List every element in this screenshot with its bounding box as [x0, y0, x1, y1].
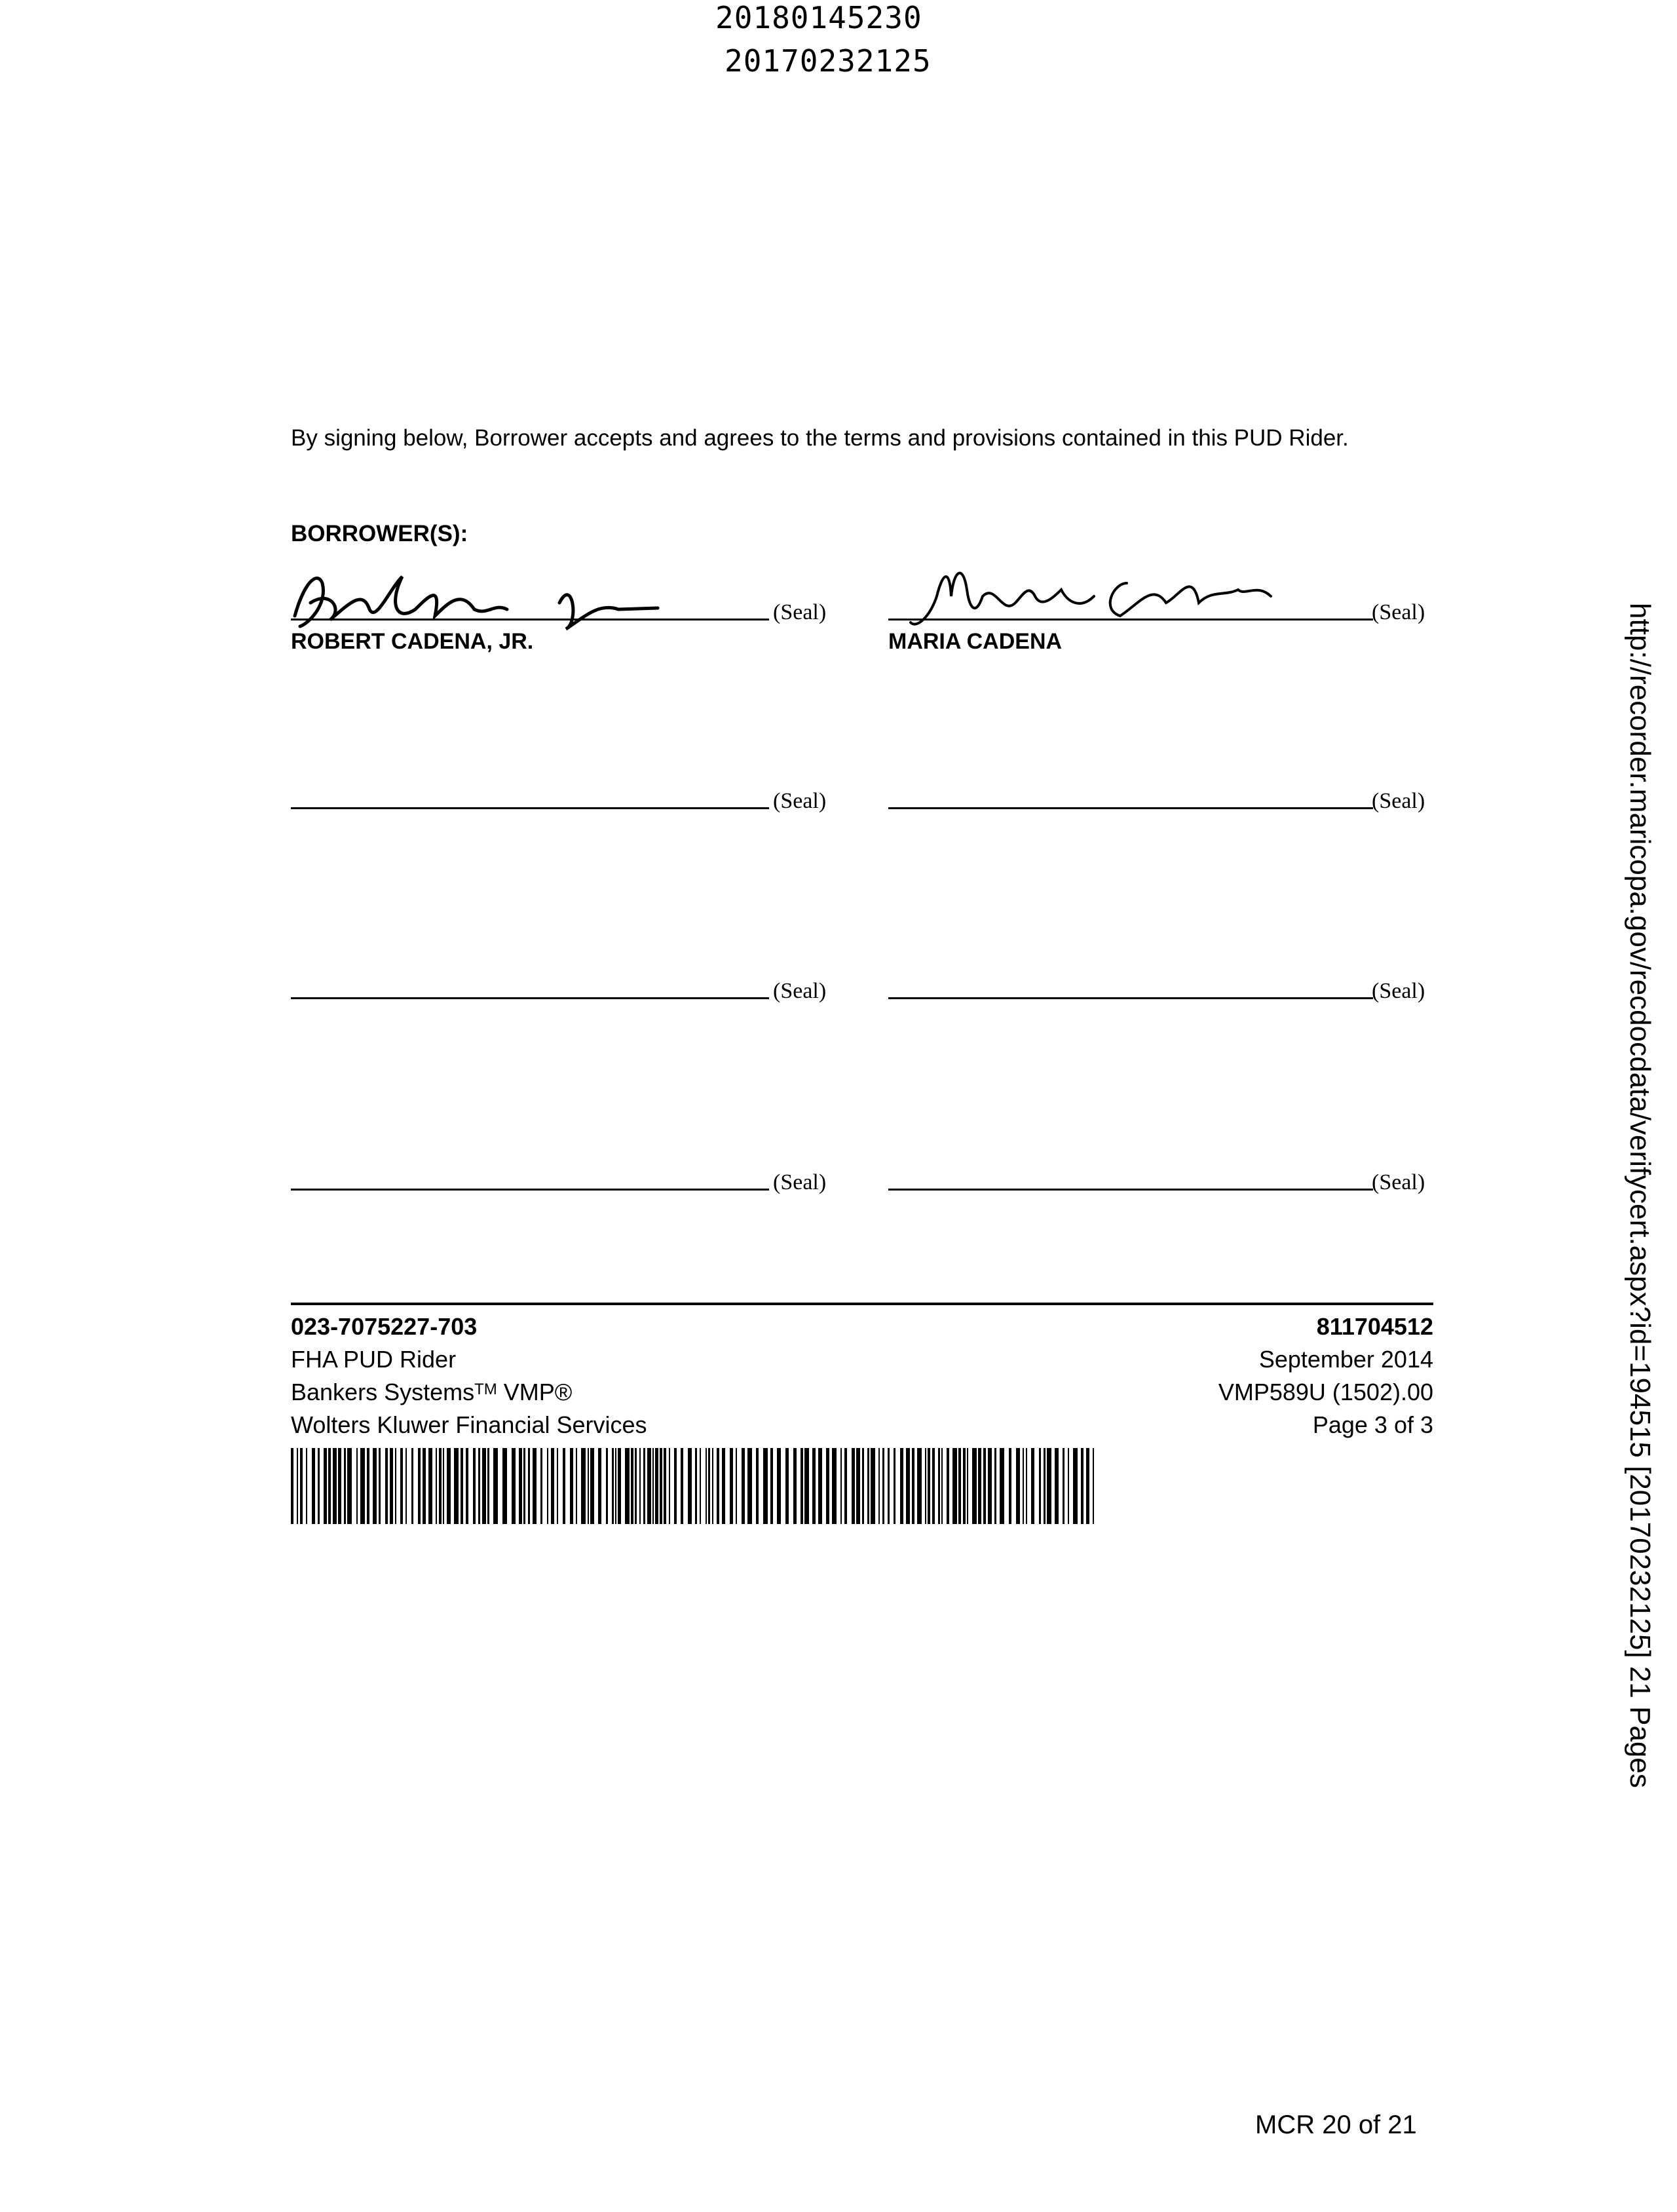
form-code: VMP589U (1502).00 [1218, 1379, 1433, 1405]
barcode-bar [1004, 1448, 1009, 1524]
blank-signature-line-2a [291, 997, 769, 999]
form-date: September 2014 [1258, 1346, 1433, 1373]
barcode-bar [498, 1448, 502, 1524]
barcode-bar [347, 1448, 352, 1524]
vendor-line [291, 1376, 572, 1409]
barcode-bar [1011, 1448, 1016, 1524]
blank-seal-1a: (Seal) [773, 789, 827, 813]
barcode-bar [565, 1448, 570, 1524]
barcode-bar [542, 1448, 547, 1524]
barcode-bar [683, 1448, 688, 1524]
document-id: 811704512 [1316, 1313, 1433, 1340]
blank-seal-3a: (Seal) [773, 1170, 827, 1194]
barcode-bar [1093, 1448, 1094, 1524]
vendor-suffix: VMP® [503, 1379, 573, 1405]
blank-seal-3b: (Seal) [1372, 1170, 1425, 1194]
document-barcode [291, 1448, 1094, 1524]
barcode-bar [507, 1448, 512, 1524]
barcode-bar [789, 1448, 793, 1524]
barcode-bar [972, 1448, 977, 1524]
page-counter: MCR 20 of 21 [1255, 2110, 1417, 2139]
barcode-bar [871, 1448, 875, 1524]
trademark-mark: TM [474, 1381, 497, 1398]
barcode-bar [781, 1448, 785, 1524]
barcode-bar [847, 1448, 852, 1524]
borrower-2-signature-line [888, 619, 1373, 620]
barcode-bar [413, 1448, 418, 1524]
barcode-bar [468, 1448, 473, 1524]
blank-signature-line-2b [888, 997, 1373, 999]
barcode-bar [747, 1448, 752, 1524]
borrowers-label: BORROWER(S): [291, 521, 468, 546]
barcode-bar [1073, 1448, 1078, 1524]
borrower-1-name: ROBERT CADENA, JR. [291, 629, 534, 654]
acceptance-statement: By signing below, Borrower accepts and agrees to the terms and provisions contained in this PUD Rider. [291, 425, 1349, 451]
verification-url: http://recorder.maricopa.gov/recdocdata/verifycert.aspx?id=194515 [20170232125] 21 Pages [1624, 603, 1656, 1788]
page-info: Page 3 of 3 [1312, 1411, 1433, 1438]
blank-seal-2b: (Seal) [1372, 979, 1425, 1003]
barcode-bar [759, 1448, 763, 1524]
borrower-2-seal: (Seal) [1372, 600, 1425, 624]
barcode-bar [763, 1448, 768, 1524]
borrower-1-seal: (Seal) [773, 600, 827, 624]
borrower-1-signature-line [291, 619, 769, 620]
company-name: Wolters Kluwer Financial Services [291, 1411, 647, 1438]
barcode-bar [725, 1448, 730, 1524]
barcode-bar [307, 1448, 312, 1524]
form-name: FHA PUD Rider [291, 1346, 457, 1373]
barcode-bar [952, 1448, 957, 1524]
barcode-bar [917, 1448, 922, 1524]
barcode-bar [895, 1448, 900, 1524]
vendor-prefix: Bankers Systems [291, 1379, 475, 1405]
loan-number: 023-7075227-703 [291, 1313, 478, 1340]
blank-signature-line-1a [291, 807, 769, 809]
barcode-bar [1047, 1448, 1051, 1524]
blank-signature-line-3b [888, 1189, 1373, 1191]
barcode-bar [360, 1448, 365, 1524]
barcode-bar [625, 1448, 630, 1524]
footer-divider [291, 1303, 1433, 1305]
barcode-bar [352, 1448, 356, 1524]
barcode-bar [454, 1448, 459, 1524]
barcode-bar [558, 1448, 563, 1524]
barcode-bar [1034, 1448, 1039, 1524]
barcode-bar [601, 1448, 606, 1524]
barcode-bar [1000, 1448, 1004, 1524]
barcode-bar [701, 1448, 706, 1524]
blank-signature-line-1b [888, 807, 1373, 809]
barcode-bar [737, 1448, 742, 1524]
recording-number-2: 20170232125 [725, 43, 932, 79]
blank-seal-1b: (Seal) [1372, 789, 1425, 813]
blank-signature-line-3a [291, 1189, 769, 1191]
barcode-bar [581, 1448, 586, 1524]
barcode-bar [804, 1448, 809, 1524]
blank-seal-2a: (Seal) [773, 979, 827, 1003]
barcode-bar [832, 1448, 837, 1524]
barcode-bar [493, 1448, 498, 1524]
borrower-2-name: MARIA CADENA [888, 629, 1063, 654]
recording-number-1: 20180145230 [715, 0, 922, 35]
barcode-bar [407, 1448, 411, 1524]
barcode-bar [502, 1448, 507, 1524]
barcode-bar [381, 1448, 385, 1524]
